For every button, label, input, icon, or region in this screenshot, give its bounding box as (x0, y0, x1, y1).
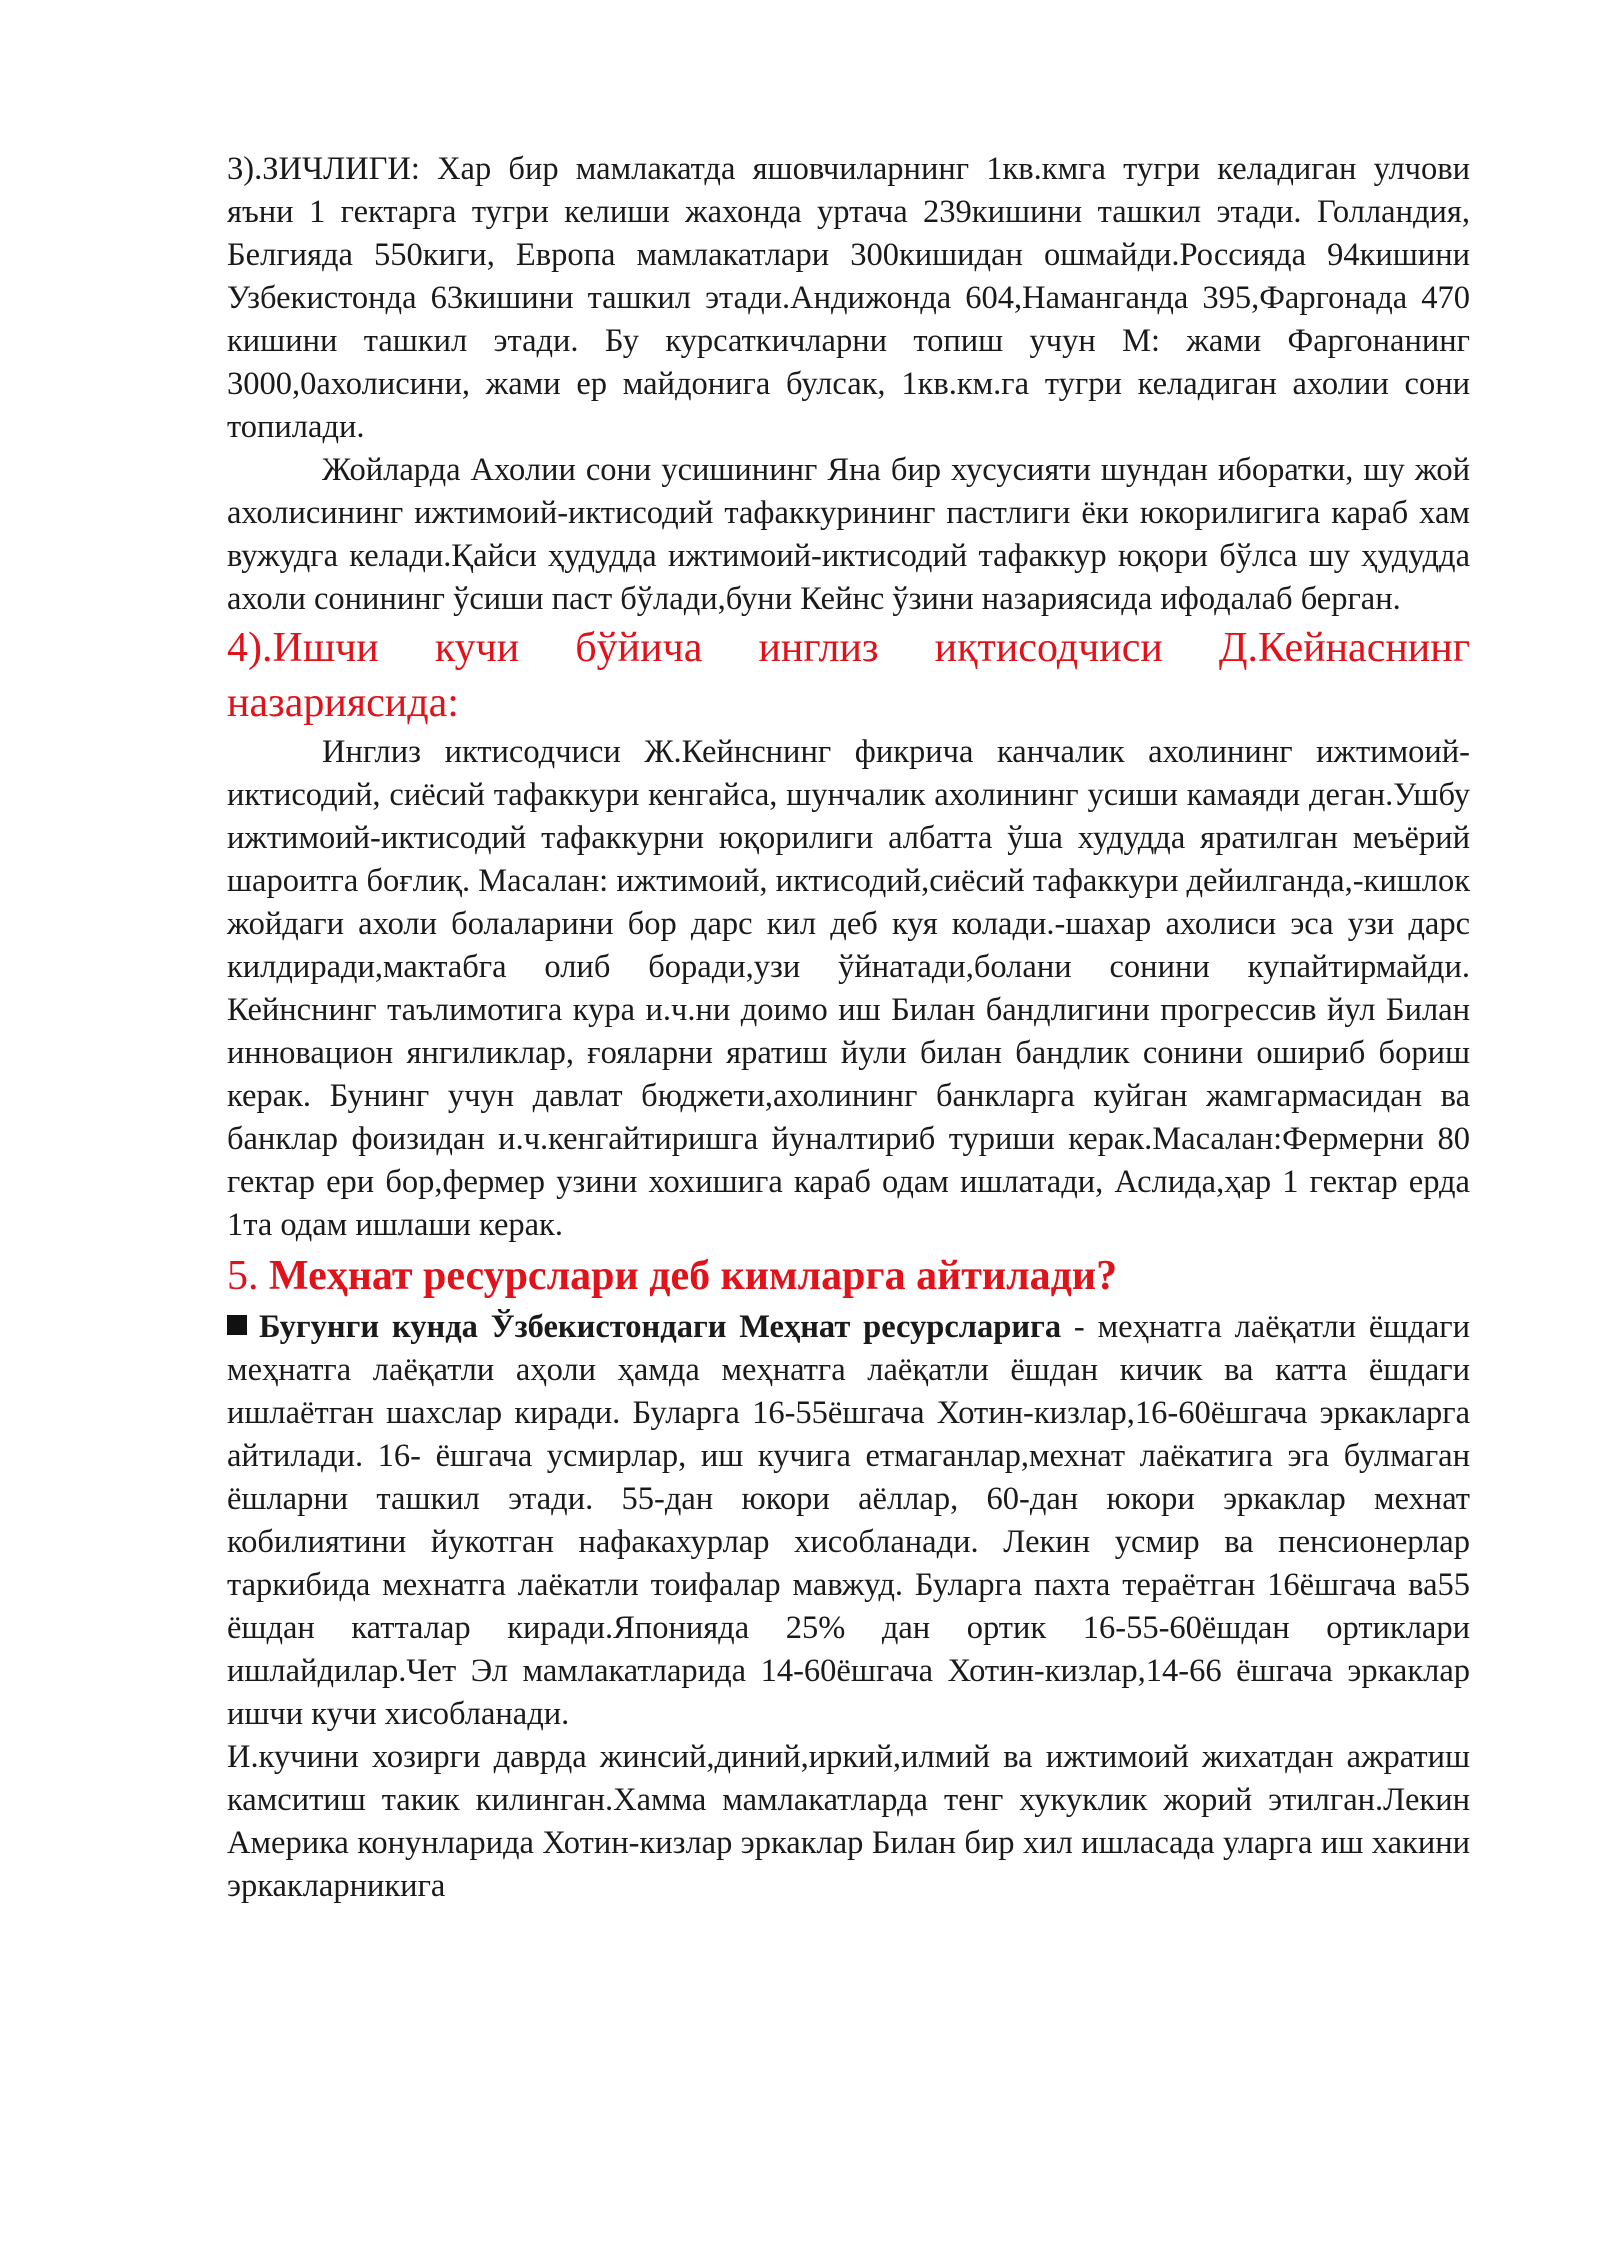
bullet-bold-lead: Бугунги кунда Ўзбекистондаги Меҳнат ресурсларига (259, 1309, 1062, 1345)
paragraph-density: 3).ЗИЧЛИГИ: Хар бир мамлакатда яшовчиларнинг 1кв.кмга тугри келадиган улчови яъни 1 гектарга тугри келиши жахонда уртача 239кишини ташкил этади. Голландия, Белгияда 550киги, Европа мамлакатлари 300кишидан ошмайди.Россияда 94кишини Узбекистонда 63кишини ташкил этади.Андижонда 604,Наманганда 395,Фаргонада 470 кишини ташкил этади. Бу курсаткичларни топиш учун М: жами Фаргонанинг 3000,0ахолисини, жами ер майдонига булсак, 1кв.км.га тугри келадиган ахолии сони топилади. (227, 151, 1470, 445)
paragraph-keynes-theory: Инглиз иктисодчиси Ж.Кейнснинг фикрича канчалик ахолининг ижтимоий-иктисодий, сиёсий тафаккури кенгайса, шунчалик ахолининг усиши камаяди деган.Ушбу ижтимоий-иктисодий тафаккурни юқорилиги албатта ўша худудда яратилган меъёрий шароитга боғлиқ. Масалан: ижтимоий, иктисодий,сиёсий тафаккури дейилганда,-кишлок жойдаги ахоли болаларини бор дарс кил деб куя колади.-шахар ахолиси эса узи дарс килдиради,мактабга олиб боради,узи ўйнатади,болани сонини купайтирмайди. Кейнснинг таълимотига кура и.ч.ни доимо иш Билан бандлигини прогрессив йул Билан инновацион янгиликлар, ғояларни яратиш йули билан бандлик сонини ошириб бориш керак. Бунинг учун давлат бюджети,ахолининг банкларга куйган жамгармасидан ва банклар фоизидан и.ч.кенгайтиришга йуналтириб туриши керак.Масалан:Фермерни 80 гектар ери бор,фермер узини хохишига караб одам ишлатади, Аслида,ҳар 1 гектар ерда 1та одам ишлаши керак. (227, 734, 1470, 1243)
paragraph-labor-resources (227, 1306, 1470, 1736)
paragraph-discrimination: И.кучини хозирги даврда жинсий,диний,иркий,илмий ва ижтимоий жихатдан ажратиш камситиш такик килинган.Хамма мамлакатларда тенг хукуклик жорий этилган.Лекин Америка конунларида Хотин-кизлар эркаклар Билан бир хил ишласада уларга иш хакини эркакларникига (227, 1739, 1470, 1904)
square-bullet-icon (227, 1315, 247, 1335)
heading-section-4: 4).Ишчи кучи бўйича инглиз иқтисодчиси Д.Кейнаснинг назариясида: (227, 625, 1470, 726)
document-page (227, 148, 1470, 1908)
heading-section-5-number: 5. (227, 1253, 259, 1299)
paragraph-population-growth: Жойларда Ахолии сони усишининг Яна бир хусусияти шундан иборатки, шу жой ахолисининг ижтимоий-иктисодий тафаккурининг пастлиги ёки юкорилигига караб хам вужудга келади.Қайси ҳудудда ижтимоий-иктисодий тафаккур юқори бўлса шу ҳудудда ахоли сонининг ўсиши паст бўлади,буни Кейнс ўзини назариясида ифодалаб берган. (227, 452, 1470, 617)
heading-section-5 (227, 1249, 1470, 1304)
bullet-text: - меҳнатга лаёқатли ёшдаги меҳнатга лаёқатли аҳоли ҳамда меҳнатга лаёқатли ёшдан кичик ва катта ёшдаги ишлаётган шахслар киради. Буларга 16-55ёшгача Хотин-кизлар,16-60ёшгача эркакларга айтилади. 16- ёшгача усмирлар, иш кучига етмаганлар,мехнат лаёкатига эга булмаган ёшларни ташкил этади. 55-дан юкори аёллар, 60-дан юкори эркаклар мехнат кобилиятини йукотган нафакахурлар хисобланади. Лекин усмир ва пенсионерлар таркибида мехнатга лаёкатли тоифалар мавжуд. Буларга пахта тераётган 16ёшгача ва55 ёшдан катталар киради.Японияда 25% дан ортик 16-55-60ёшдан ортиклари ишлайдилар.Чет Эл мамлакатларида 14-60ёшгача Хотин-кизлар,14-66 ёшгача эркаклар ишчи кучи хисобланади. (227, 1309, 1470, 1732)
heading-section-5-title: Меҳнат ресурслари деб кимларга айтилади? (269, 1253, 1118, 1299)
